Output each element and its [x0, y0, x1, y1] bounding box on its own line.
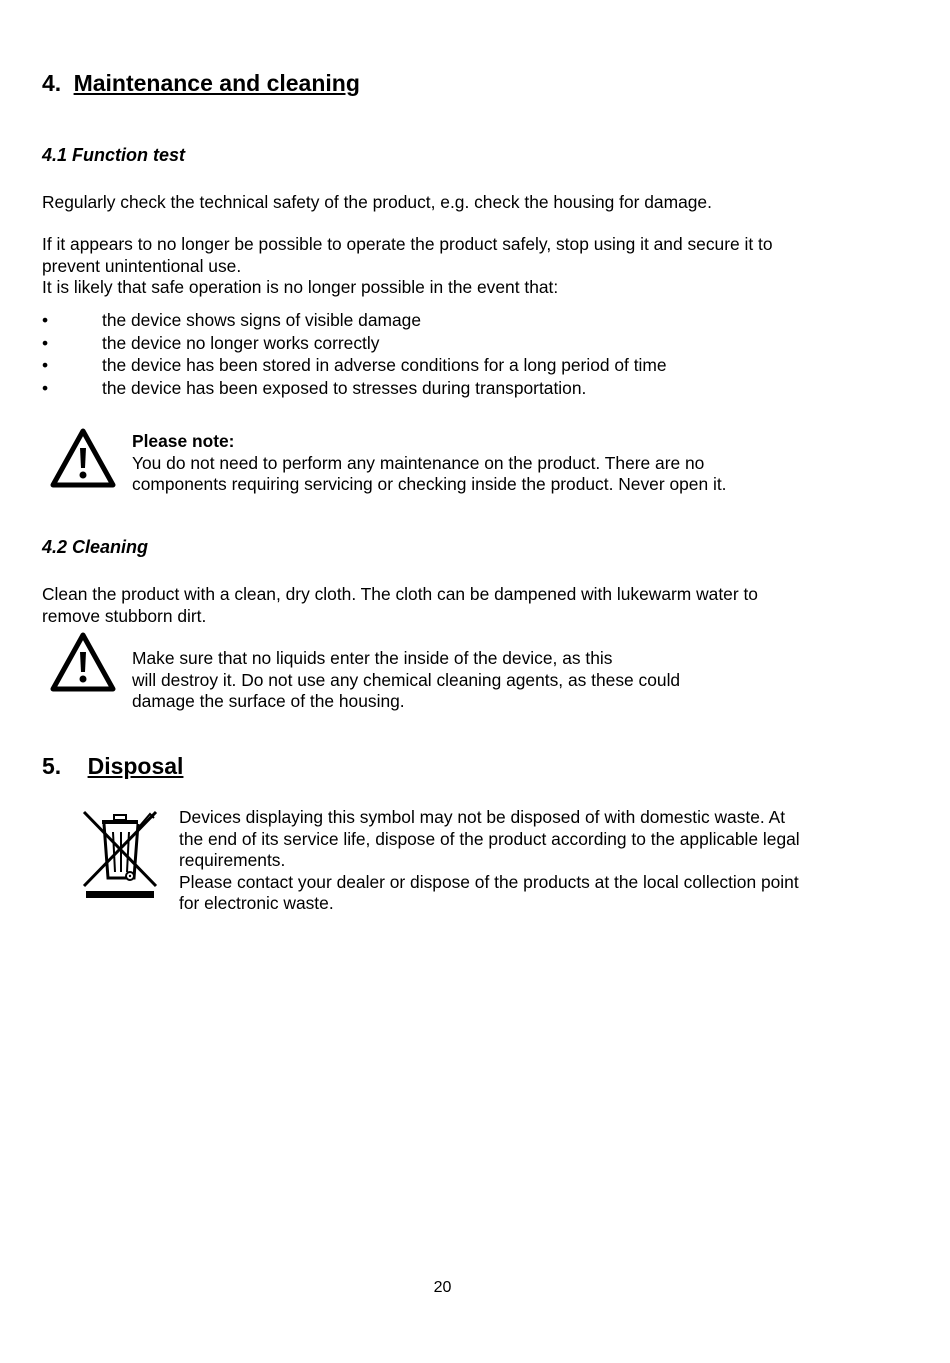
section-4-number: 4.	[42, 70, 62, 96]
section-5-heading	[42, 753, 183, 780]
warning-triangle-icon	[50, 632, 116, 692]
list-item-text: the device no longer works correctly	[102, 332, 380, 353]
disposal-line: requirements.	[179, 850, 286, 870]
list-item	[42, 332, 667, 355]
paragraph-line: It is likely that safe operation is no longer possible in the event that:	[42, 277, 559, 297]
note-box	[132, 431, 727, 496]
paragraph-technical-safety: Regularly check the technical safety of the product, e.g. check the housing for damage.	[42, 192, 712, 212]
disposal-text	[179, 807, 800, 915]
bullet-icon: •	[42, 310, 49, 330]
section-4-heading	[42, 70, 360, 97]
warning-line: Make sure that no liquids enter the inside of the device, as this	[132, 648, 613, 668]
list-item-text: the device has been stored in adverse conditions for a long period of time	[102, 355, 667, 375]
paragraph-safe-operation	[42, 234, 773, 299]
bullet-icon: •	[42, 332, 49, 353]
disposal-line: Please contact your dealer or dispose of the products at the local collection point	[179, 871, 799, 892]
note-line: You do not need to perform any maintenance on the product. There are no	[132, 452, 705, 473]
bullet-icon: •	[42, 355, 49, 375]
section-5-number: 5.	[42, 753, 62, 779]
list-item	[42, 377, 667, 400]
paragraph-cleaning	[42, 584, 758, 627]
list-item	[42, 309, 667, 332]
warning-line: will destroy it. Do not use any chemical cleaning agents, as these could	[132, 669, 681, 690]
list-item	[42, 354, 667, 377]
paragraph-line: Clean the product with a clean, dry cloth. The cloth can be dampened with lukewarm water to	[42, 584, 758, 604]
cleaning-warning	[132, 648, 680, 713]
warning-line: damage the surface of the housing.	[132, 691, 405, 711]
subsection-4-1-heading: 4.1 Function test	[42, 145, 186, 165]
warning-triangle-icon	[50, 428, 116, 488]
paragraph-line: prevent unintentional use.	[42, 255, 242, 276]
section-4-title: Maintenance and cleaning	[73, 70, 360, 96]
bullet-icon: •	[42, 377, 49, 398]
disposal-line: Devices displaying this symbol may not be disposed of with domestic waste. At	[179, 807, 786, 827]
crossed-out-bin-icon	[80, 808, 160, 900]
paragraph-line: remove stubborn dirt.	[42, 605, 207, 626]
bullet-list	[42, 309, 667, 399]
note-title: Please note:	[132, 431, 235, 451]
paragraph-line: If it appears to no longer be possible to operate the product safely, stop using it and secure it to	[42, 234, 773, 254]
section-5-title: Disposal	[87, 753, 184, 779]
disposal-line: the end of its service life, dispose of the product according to the applicable legal	[179, 828, 800, 849]
list-item-text: the device shows signs of visible damage	[102, 310, 422, 330]
list-item-text: the device has been exposed to stresses during transportation.	[102, 377, 587, 398]
page-number: 20	[433, 1279, 452, 1296]
disposal-line: for electronic waste.	[179, 893, 334, 913]
note-line: components requiring servicing or checking inside the product. Never open it.	[132, 474, 727, 494]
subsection-4-2-heading: 4.2 Cleaning	[42, 537, 149, 557]
